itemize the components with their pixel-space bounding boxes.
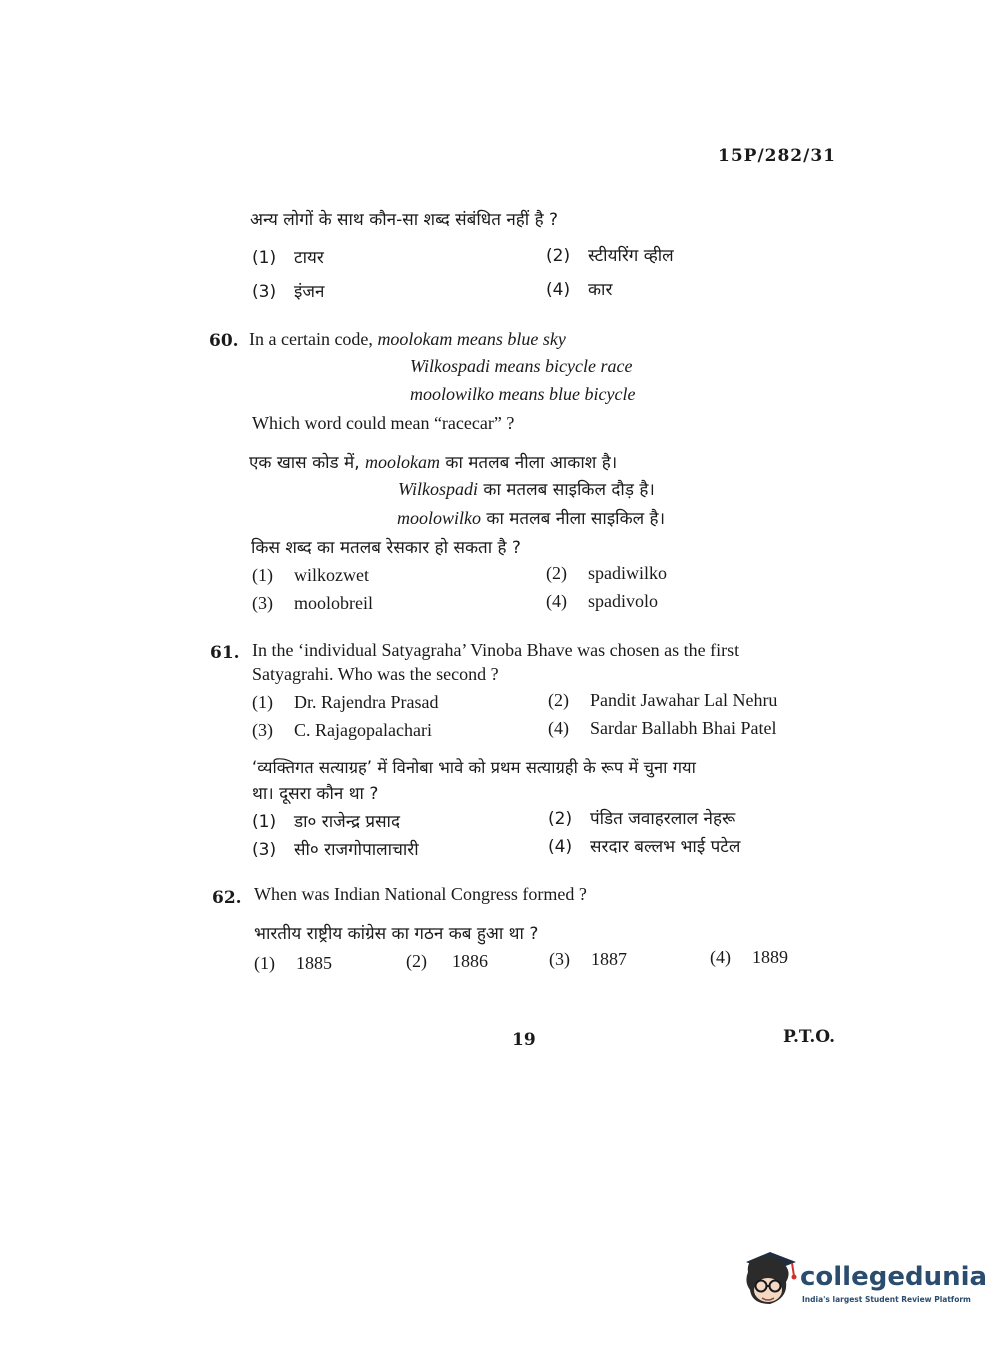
collegedunia-logo-icon <box>740 1248 800 1310</box>
q60-code-line-2: Wilkospadi means bicycle race <box>410 356 633 376</box>
q62-number: 62. <box>212 888 242 908</box>
collegedunia-watermark <box>740 1248 988 1318</box>
q61-option-hi-1: (1) डा० राजेन्द्र प्रसाद <box>252 812 400 832</box>
paper-code: 15P/282/31 <box>718 146 837 166</box>
q62-option-1: (1) 1885 <box>254 953 332 973</box>
q60-number: 60. <box>209 331 239 351</box>
q61-option-hi-3: (3) सी० राजगोपालाचारी <box>252 840 419 860</box>
q61-question-hindi-line-2: था। दूसरा कौन था ? <box>252 784 379 804</box>
q61-option-en-4: (4) Sardar Ballabh Bhai Patel <box>548 718 777 738</box>
q59-question-hindi: अन्य लोगों के साथ कौन-सा शब्द संबंधित नहीं है ? <box>250 210 559 230</box>
q61-question-english-line-1: In the ‘individual Satyagraha’ Vinoba Bhave was chosen as the first <box>252 640 740 660</box>
q61-question-english-line-2: Satyagrahi. Who was the second ? <box>252 664 499 684</box>
q61-option-hi-2: (2) पंडित जवाहरलाल नेहरू <box>548 809 736 829</box>
q59-option-2: (2) स्टीयरिंग व्हील <box>546 246 674 266</box>
q59-option-1: (1) टायर <box>252 248 324 268</box>
q60-code-line-3: moolowilko means blue bicycle <box>410 384 636 404</box>
brand-name: collegedunia <box>800 1262 988 1292</box>
q60-option-2: (2) spadiwilko <box>546 563 667 583</box>
q60-option-3: (3) moolobreil <box>252 593 373 613</box>
q60-hindi-line-2: Wilkospadi का मतलब साइकिल दौड़ है। <box>398 479 655 500</box>
q61-option-en-1: (1) Dr. Rajendra Prasad <box>252 692 439 712</box>
q61-option-en-3: (3) C. Rajagopalachari <box>252 720 432 740</box>
q62-question-hindi: भारतीय राष्ट्रीय कांग्रेस का गठन कब हुआ था ? <box>254 924 539 944</box>
q61-option-en-2: (2) Pandit Jawahar Lal Nehru <box>548 690 778 710</box>
pto-label: P.T.O. <box>783 1027 835 1047</box>
q60-option-4: (4) spadivolo <box>546 591 658 611</box>
brand-tagline: India's largest Student Review Platform <box>802 1295 971 1304</box>
q61-question-hindi-line-1: ‘व्यक्तिगत सत्याग्रह’ में विनोबा भावे को प्रथम सत्याग्रही के रूप में चुना गया <box>252 758 696 777</box>
q62-option-3: (3) 1887 <box>549 949 627 969</box>
q60-code-line-1: In a certain code, moolokam means blue sky <box>249 329 566 349</box>
q62-option-2: (2) 1886 <box>406 951 488 971</box>
q60-question-hindi: किस शब्द का मतलब रेसकार हो सकता है ? <box>251 538 521 558</box>
q59-option-3: (3) इंजन <box>252 282 325 302</box>
q60-hindi-line-1: एक खास कोड में, moolokam का मतलब नीला आकाश है। <box>249 452 618 473</box>
q61-number: 61. <box>210 643 240 663</box>
q61-option-hi-4: (4) सरदार बल्लभ भाई पटेल <box>548 837 741 857</box>
page-number: 19 <box>512 1030 536 1050</box>
q60-option-1: (1) wilkozwet <box>252 565 369 585</box>
q60-question-english: Which word could mean “racecar” ? <box>252 413 515 433</box>
q59-option-4: (4) कार <box>546 280 613 300</box>
q62-option-4: (4) 1889 <box>710 947 788 967</box>
q62-question-english: When was Indian National Congress formed ? <box>254 884 587 904</box>
q60-hindi-line-3: moolowilko का मतलब नीला साइकिल है। <box>397 508 666 529</box>
